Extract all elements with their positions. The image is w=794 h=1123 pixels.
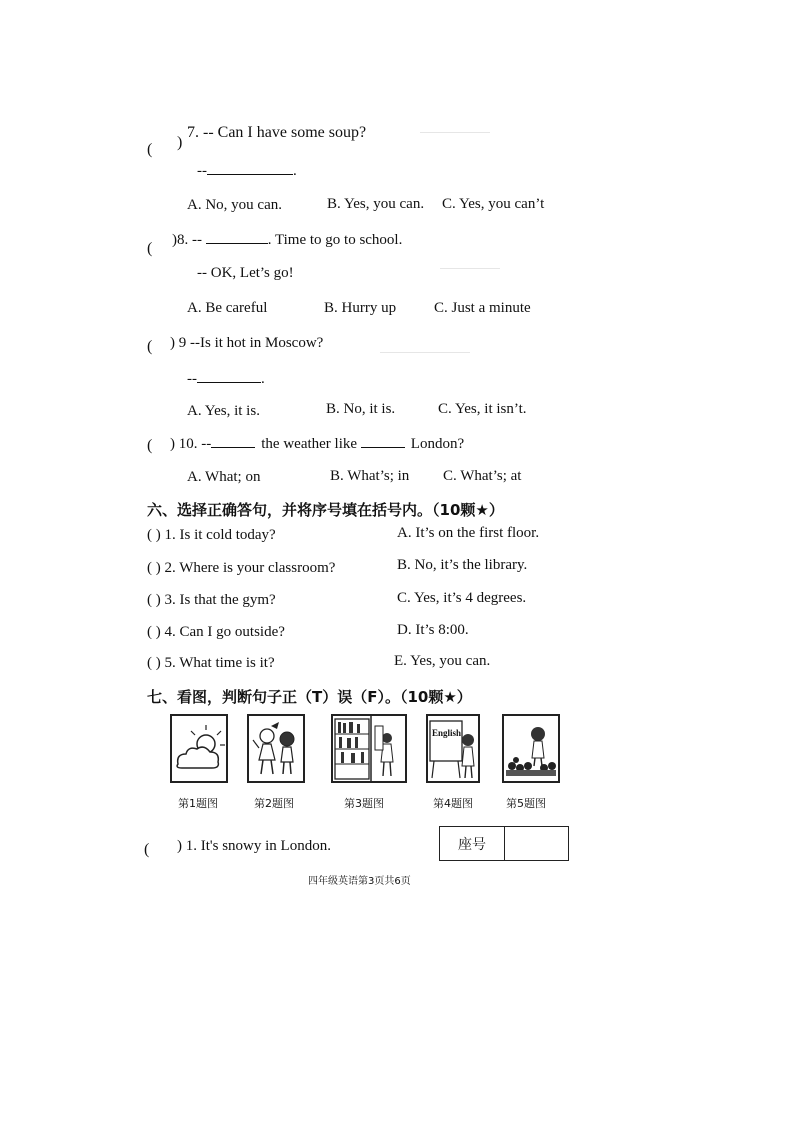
picture-sunny-cloud	[170, 714, 228, 783]
sun-cloud-icon	[172, 716, 226, 781]
section7-question-1: ) 1. It's snowy in London.	[177, 838, 331, 854]
answer-paren: (	[144, 841, 150, 858]
section6-question: ( ) 3. Is that the gym?	[147, 592, 276, 608]
picture-english-class	[426, 714, 480, 783]
seat-number-box	[439, 826, 569, 861]
section6-answer: D. It’s 8:00.	[397, 622, 469, 638]
q7-option-a: A. No, you can.	[187, 197, 282, 213]
picture-caption: 第2题图	[254, 797, 294, 810]
q10-option-a: A. What; on	[187, 469, 261, 485]
page-footer: 四年级英语第3页共6页	[308, 876, 411, 887]
q7-option-b: B. Yes, you can.	[327, 196, 425, 212]
section6-question: ( ) 4. Can I go outside?	[147, 624, 285, 640]
picture-children	[247, 714, 305, 783]
q10-option-c: C. What’s; at	[443, 468, 522, 484]
q9-prompt: ) 9 --Is it hot in Moscow?	[170, 335, 324, 351]
section6-question: ( ) 2. Where is your classroom?	[147, 560, 336, 576]
section6-answer: C. Yes, it’s 4 degrees.	[397, 590, 527, 606]
section6-question: ( ) 5. What time is it?	[147, 655, 275, 671]
q8-option-b: B. Hurry up	[324, 300, 397, 316]
picture-caption: 第1题图	[178, 797, 218, 810]
picture-caption: 第3题图	[344, 797, 384, 810]
picture-caption: 第4题图	[433, 797, 473, 810]
q9-option-c: C. Yes, it isn’t.	[438, 401, 527, 417]
picture-girl-flowers	[502, 714, 560, 783]
q10-option-b: B. What’s; in	[330, 468, 410, 484]
q7-prompt: 7. -- Can I have some soup?	[187, 124, 367, 141]
section6-title: 六、选择正确答句，并将序号填在括号内。（10颗★）	[147, 501, 504, 519]
girl-flowers-icon	[504, 716, 558, 781]
children-icon	[249, 716, 303, 781]
blackboard-icon	[428, 716, 478, 781]
answer-paren: (	[147, 338, 153, 355]
section6-answer: E. Yes, you can.	[394, 653, 491, 669]
section7-title: 七、看图，判断句子正（T）误（F）。（10颗★）	[147, 688, 472, 706]
bookshelf-icon	[333, 716, 405, 781]
q7-reply: -- .	[197, 163, 297, 179]
q8-reply: -- OK, Let’s go!	[197, 265, 294, 281]
picture-caption: 第5题图	[506, 797, 546, 810]
q9-reply: -- .	[187, 371, 265, 387]
q9-option-b: B. No, it is.	[326, 401, 396, 417]
section6-answer: B. No, it’s the library.	[397, 557, 528, 573]
answer-paren: (	[147, 240, 153, 257]
answer-paren-close: )	[177, 134, 183, 151]
q10-prompt: ) 10. -- the weather like London?	[170, 436, 465, 452]
q8-prompt: )8. -- . Time to go to school.	[172, 232, 403, 248]
q9-option-a: A. Yes, it is.	[187, 403, 260, 419]
seat-number-label: 座号	[440, 827, 505, 860]
board-text: English	[432, 728, 462, 738]
q8-option-c: C. Just a minute	[434, 300, 531, 316]
answer-paren: (	[147, 141, 153, 158]
section6-question: ( ) 1. Is it cold today?	[147, 527, 276, 543]
q7-option-c: C. Yes, you can’t	[442, 196, 545, 212]
answer-paren: (	[147, 437, 153, 454]
section6-answer: A. It’s on the first floor.	[397, 525, 540, 541]
picture-library	[331, 714, 407, 783]
q8-option-a: A. Be careful	[187, 300, 268, 316]
